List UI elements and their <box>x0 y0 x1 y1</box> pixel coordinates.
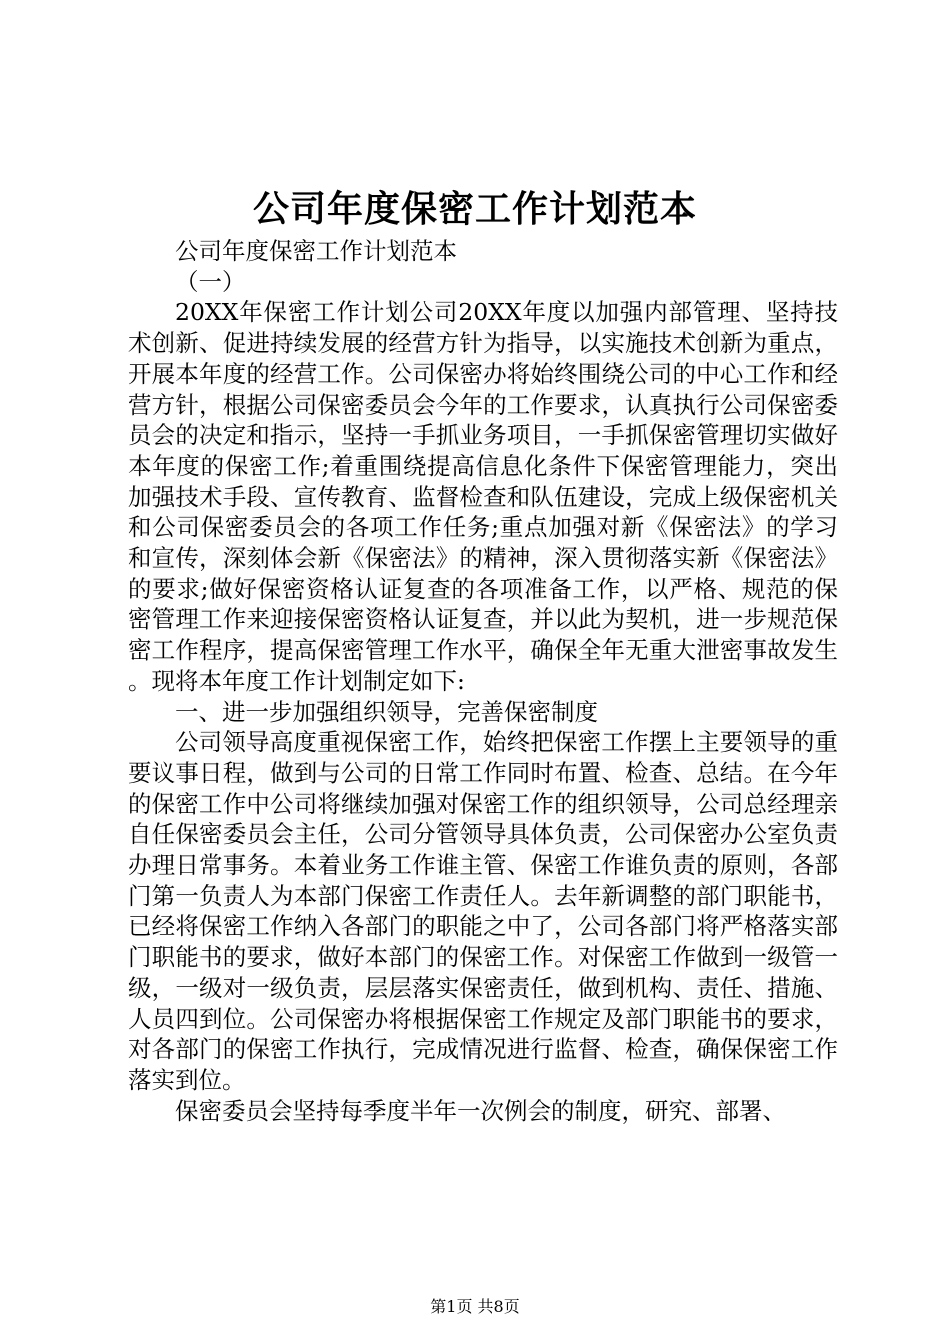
body-paragraph: 保密委员会坚持每季度半年一次例会的制度，研究、部署、 <box>175 1096 786 1125</box>
page-footer: 第1页 共8页 <box>430 1297 520 1316</box>
body-paragraph: 20XX年保密工作计划公司20XX年度以加强内部管理、坚持技术创新、促进持续发展的经营方针为指导，以实施技术创新为重点，开展本年度的经营工作。公司保密办将始终围绕公司的中心工作和经营方针，根据公司保密委员会今年的工作要求，认真执行公司保密委员会的决定和指示，坚持一手抓业务项目，一手抓保密管理切实做好本年度的保密工作;着重围绕提高信息化条件下保密管理能力，突出加强技术手段、宣传教育、监督检查和队伍建设，完成上级保密机关和公司保密委员会的各项工作任务;重点加强对新《保密法》的学习和宣传，深刻体会新《保密法》的精神，深入贯彻落实新《保密法》的要求;做好保密资格认证复查的各项准备工作，以严格、规范的保密管理工作来迎接保密资格认证复查，并以此为契机，进一步规范保密工作程序，提高保密管理工作水平，确保全年无重大泄密事故发生。现将本年度工作计划制定如下: <box>128 298 838 695</box>
subtitle-paragraph: 公司年度保密工作计划范本 <box>175 237 457 265</box>
document-title: 公司年度保密工作计划范本 <box>252 188 697 230</box>
document-body <box>128 236 838 1126</box>
section-number: （一） <box>175 267 246 296</box>
section-heading: 一、进一步加强组织领导，完善保密制度 <box>175 697 598 726</box>
body-paragraph: 公司领导高度重视保密工作，始终把保密工作摆上主要领导的重要议事日程，做到与公司的日常工作同时布置、检查、总结。在今年的保密工作中公司将继续加强对保密工作的组织领导，公司总经理亲自任保密委员会主任，公司分管领导具体负责，公司保密办公室负责办理日常事务。本着业务工作谁主管、保密工作谁负责的原则，各部门第一负责人为本部门保密工作责任人。去年新调整的部门职能书，已经将保密工作纳入各部门的职能之中了，公司各部门将严格落实部门职能书的要求，做好本部门的保密工作。对保密工作做到一级管一级，一级对一级负责，层层落实保密责任，做到机构、责任、措施、人员四到位。公司保密办将根据保密工作规定及部门职能书的要求，对各部门的保密工作执行，完成情况进行监督、检查，确保保密工作落实到位。 <box>128 728 838 1094</box>
